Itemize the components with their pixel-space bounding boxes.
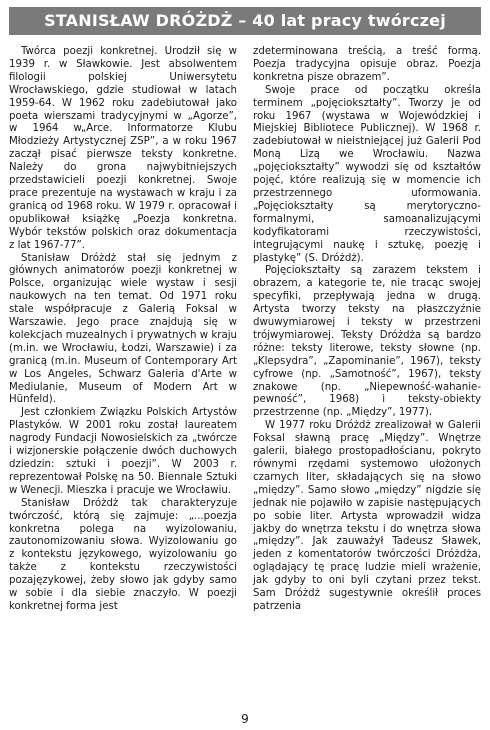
paragraph: Twórca poezji konkretnej. Urodził się w 1939 r. w Sławkowie. Jest absolwentem filologii polskiej Uniwersytetu Wrocławskiego, gdzie studiował w latach 1959-64. W 1962 roku zadebiutował jako poeta wierszami tradycyjnymi w „Agorze”, w 1964 w„Arce. Informatorze Klubu Młodzieży Artystycznej ZSP”, a w roku 1967 zaczął pisać pierwsze teksty konkretne. Należy do grona najwybitniejszych przedstawicieli poezji konkretnej. Swoje prace prezentuje na wystawach w kraju i za granicą od 1968 roku. W 1979 r. opracował i opublikował książkę „Poezja konkretna. Wybór tekstów polskich oraz dokumentacja z lat 1967-77”.: [9, 46, 237, 251]
paragraph: Stanisław Dróżdż tak charakteryzuje twórczość, którą się zajmuje: „...poezja konkretna polega na wyizolowaniu, zautonomizowaniu słowa. Wyizolowaniu go z kontekstu językowego, wyizolowaniu go także z kontekstu rzeczywistości pozajęzykowej, żeby słowo jak gdyby samo w sobie i dla siebie znaczyło. W poezji konkretnej forma jest: [9, 497, 237, 612]
paragraph: Stanisław Dróżdż stał się jednym z głównych animatorów poezji konkretnej w Polsce, organizując wiele wystaw i sesji naukowych na ten temat. Od 1971 roku stale współpracuje z Galerią Foksal w Warszawie. Jego prace znajdują się w kolekcjach muzealnych i prywatnych w kraju (m.in. we Wrocławiu, Łodzi, Warszawie) i za granicą (m.in. Museum of Contemporary Art w Los Angeles, Schwarz Galeria d'Arte w Mediulanie, Museum of Modern Art w Hünfeld).: [9, 252, 237, 406]
left-text-column: [9, 46, 237, 614]
paragraph: Pojęciokształty są zarazem tekstem i obrazem, a kategorie te, nie tracąc swojej specyfiki, przepływają jedna w drugą. Artysta tworzy teksty na płaszczyźnie dwuwymiarowej i teksty w przestrzeni trójwymiarowej. Teksty Dróżdża są bardzo różne: teksty literowe, teksty słowne (np. „Klepsydra”, „Zapominanie”, 1967), teksty cyfrowe (np. „Samotność”, 1967), teksty znakowe (np. „Niepewność-wahanie-pewność”, 1968) i teksty-obiekty przestrzenne (np. „Między”, 1977).: [253, 265, 481, 419]
paragraph: Swoje prace od początku określa terminem „pojęciokształty”. Tworzy je od roku 1967 (wystawa w Wojewódzkiej i Miejskiej Bibliotece Publicznej). W 1968 r. zadebiutował w nieistniejącej już Galerii Pod Moną Lizą we Wrocławiu. Nazwa „pojęciokształty” wywodzi się od kształtów pojęć, które realizują się w momencie ich przestrzennego uformowania. „Pojęciokształty są merytoryczno-formalnymi, samoanalizującymi kodyfikatorami rzeczywistości, integrującymi naukę i sztukę, poezję i plastykę” (S. Dróżdż).: [253, 84, 481, 264]
paragraph: W 1977 roku Dróżdż zrealizował w Galerii Foksal sławną pracę „Między”. Wnętrze galerii, białego prostopadłościanu, pokryto równymi rzędami systemowo ułożonych czarnych liter, składających się na słowo „między”. Samo słowo „między” nigdzie się jednak nie pojawiło w zapisie następujących po sobie liter. Artysta wprowadził widza jakby do wnętrza tekstu i do wnętrza słowa „między”. Jak zauważył Tadeusz Sławek, jeden z komentatorów twórczości Dróżdża, oglądający tę pracę ludzie mieli wrażenie, jak gdyby to oni byli czytani przez tekst. Sam Dróżdż sugestywnie określił proces patrzenia: [253, 420, 481, 612]
article-title: STANISŁAW DRÓŻDŻ – 40 lat pracy twórczej: [9, 7, 481, 35]
paragraph: Jest członkiem Związku Polskich Artystów Plastyków. W 2001 roku został laureatem nagrody Fundacji Nowosielskich za „twórcze i wizjonerskie połączenie dwóch duchowych dziedzin: sztuki i poezji”. W 2003 r. reprezentował Polskę na 50. Biennale Sztuki w Wenecji. Mieszka i pracuje we Wrocławiu.: [9, 407, 237, 496]
page-number: 9: [241, 712, 249, 726]
paragraph-continued: zdeterminowana treścią, a treść formą. Poezja tradycyjna opisuje obraz. Poezja konkretna pisze obrazem”.: [253, 46, 481, 83]
right-text-column: [253, 46, 481, 614]
